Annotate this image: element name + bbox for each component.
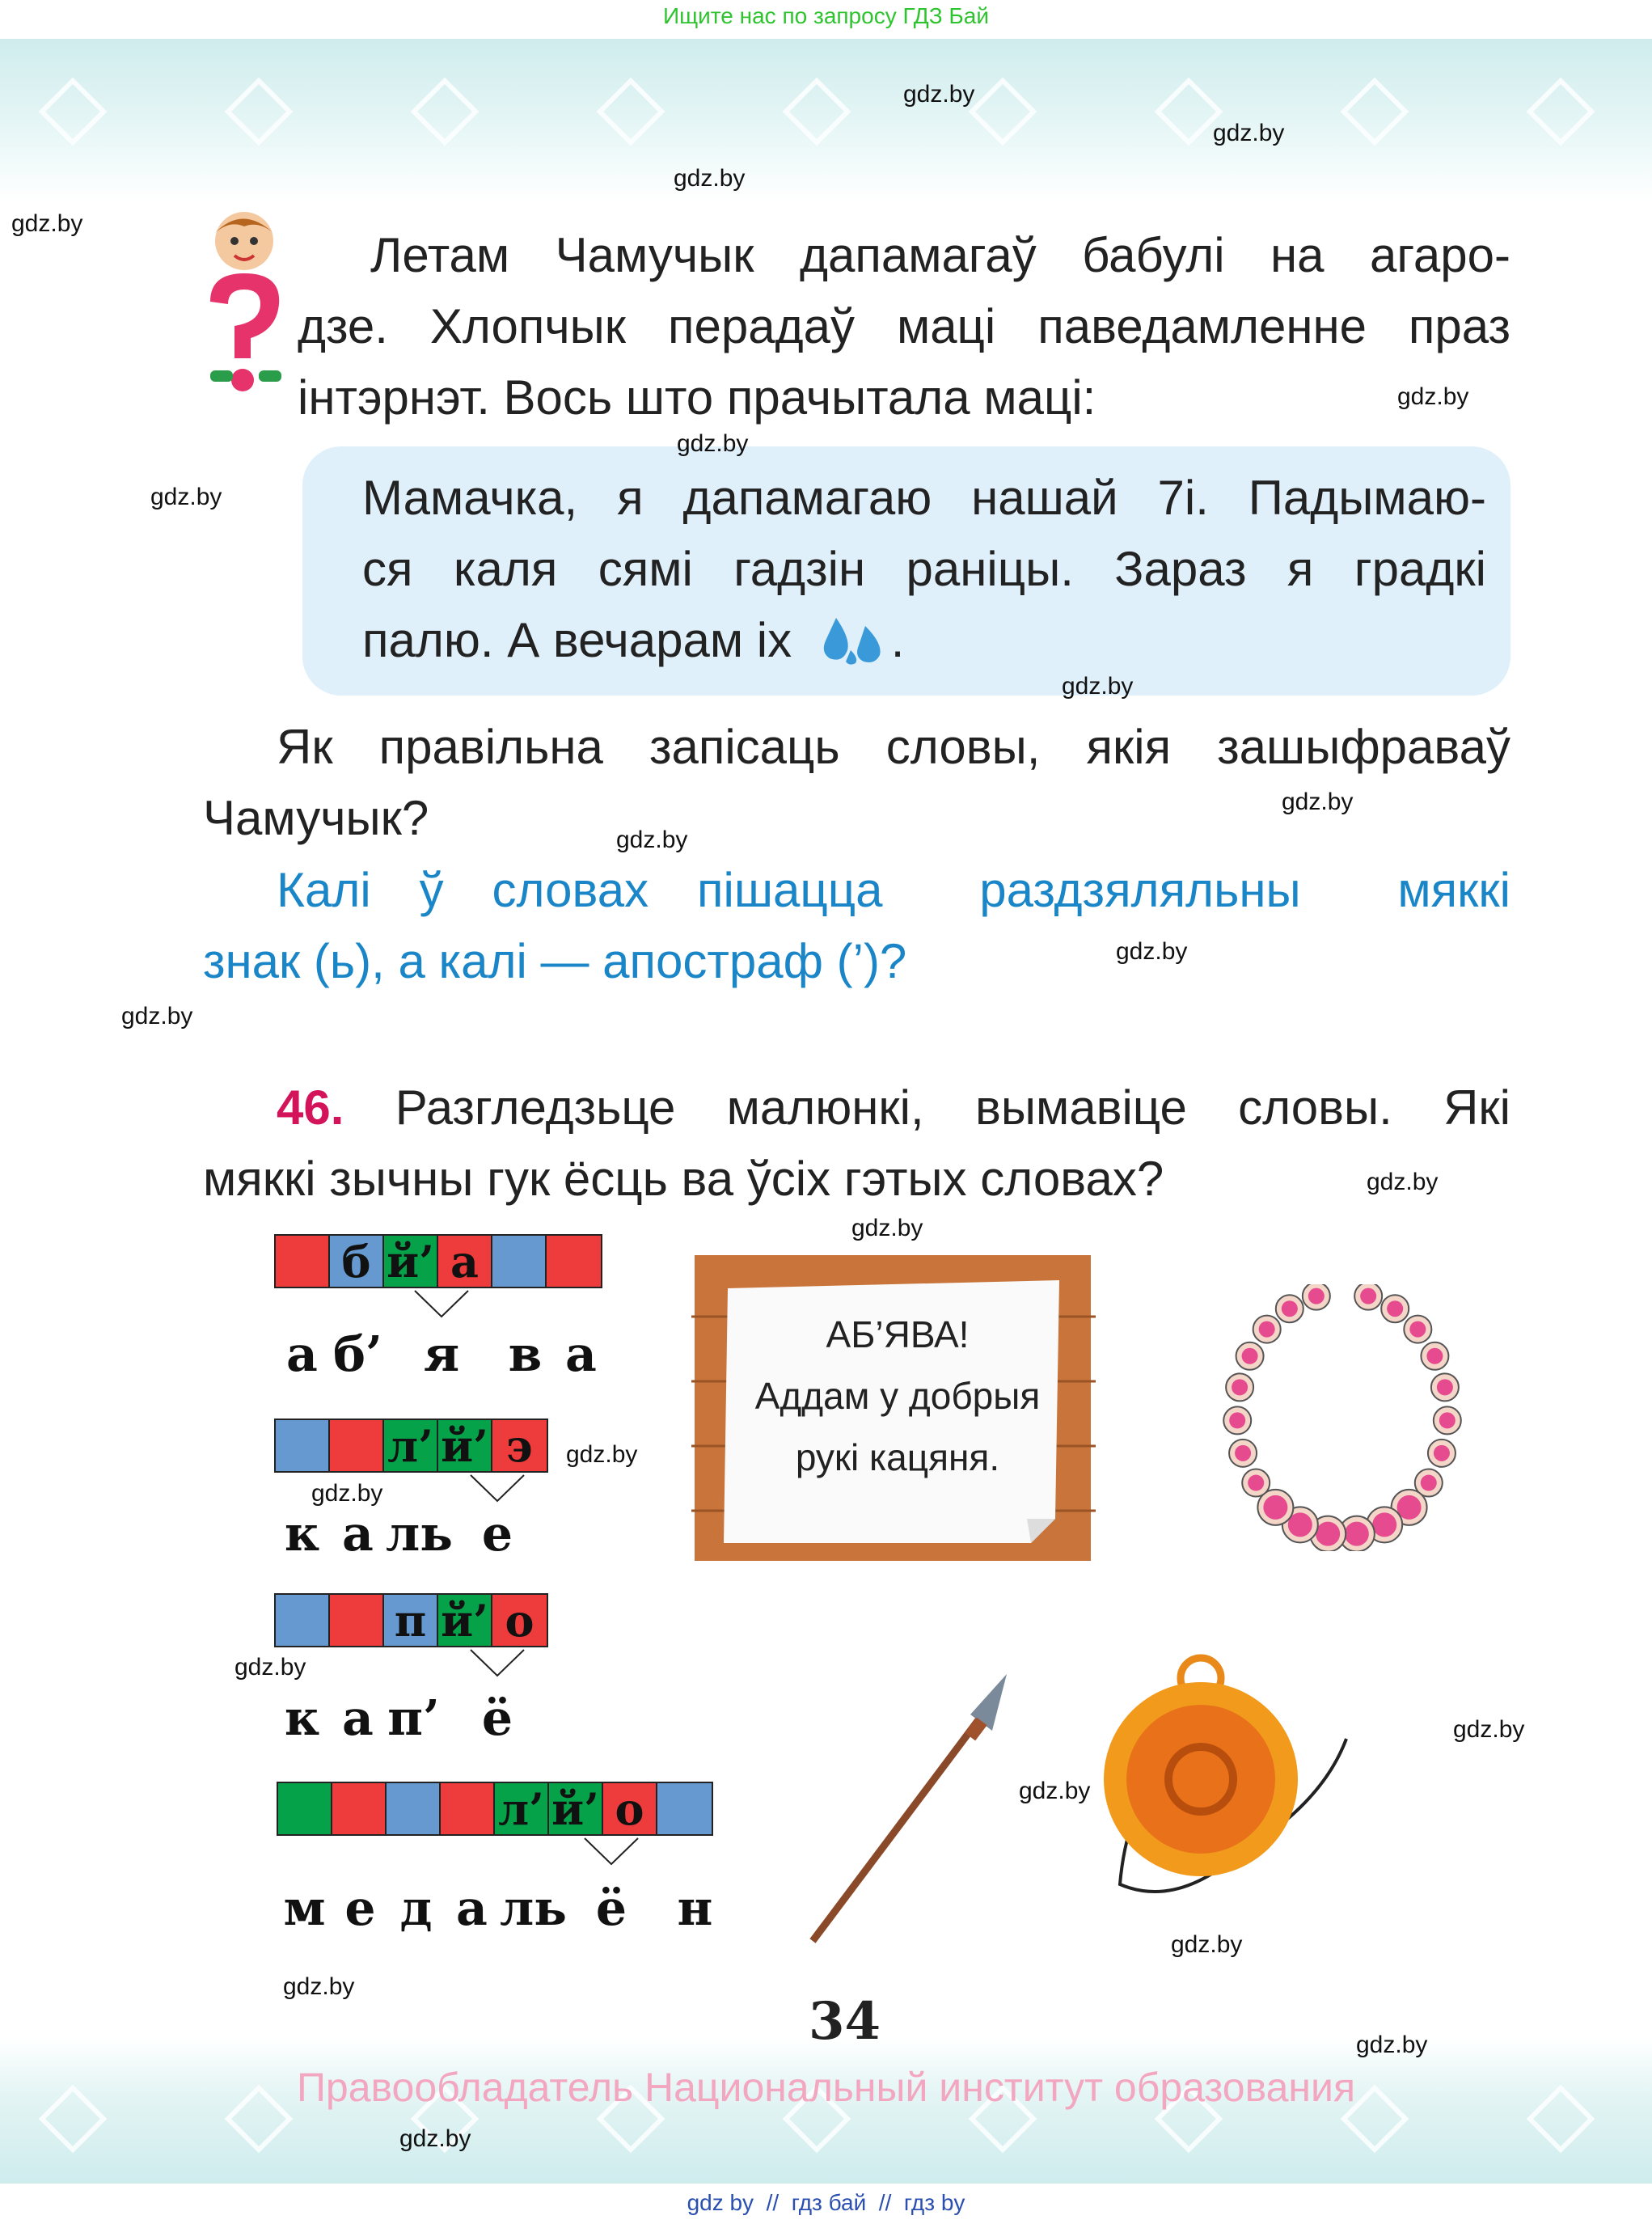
sound-scheme (274, 1234, 602, 1288)
watermark: gdz.by (1282, 789, 1354, 815)
message-line: ся каля сямі гадзін раніцы. Зараз я градкі (362, 542, 1486, 596)
intro-line: інтэрнэт. Вось што прачытала маці: (298, 370, 1096, 425)
sound-box: а (438, 1236, 492, 1287)
word-letter: ё (481, 1690, 513, 1747)
ornament-icon (39, 78, 108, 146)
intro-paragraph (298, 220, 1510, 433)
ornament-icon (969, 78, 1037, 146)
watermark: gdz.by (11, 210, 83, 237)
watermark: gdz.by (1367, 1169, 1439, 1195)
watermark: gdz.by (399, 2125, 471, 2152)
rights-holder: Правообладатель Национальный институт образования (296, 2065, 1356, 2110)
hint-line: Калі ў словах пішацца раздзяляльны мяккі (277, 863, 1510, 917)
sound-box (547, 1236, 601, 1287)
announcement-text (712, 1304, 1084, 1488)
sound-box: о (492, 1595, 547, 1646)
watermark: gdz.by (566, 1441, 638, 1468)
sound-box (276, 1236, 330, 1287)
ornament-icon (411, 78, 480, 146)
watermark: gdz.by (1062, 673, 1134, 700)
boy-question-mark-illustration (194, 209, 299, 399)
merge-mark (469, 1648, 526, 1677)
word-letter: е (344, 1880, 376, 1937)
watermark: gdz.by (1171, 1931, 1243, 1958)
sound-box (276, 1595, 330, 1646)
sound-box (492, 1236, 547, 1287)
merge-mark (583, 1837, 640, 1866)
sound-box: п (384, 1595, 438, 1646)
decoded-word (274, 1326, 609, 1383)
exercise-number: 46. (277, 1080, 344, 1135)
decoded-word (277, 1880, 723, 1937)
watermark: gdz.by (1453, 1716, 1525, 1743)
sound-scheme (274, 1593, 548, 1647)
page-number: 34 (809, 1991, 881, 2052)
sound-box: й’ (438, 1420, 492, 1471)
exercise-line: мяккі зычны гук ёсць ва ўсіх гэтых словах? (203, 1152, 1164, 1206)
watermark: gdz.by (1116, 938, 1188, 965)
water-drops-icon (818, 615, 891, 665)
spear-illustration (805, 1666, 1015, 1949)
hint (203, 855, 1510, 997)
sound-box: л’ (495, 1783, 549, 1834)
sound-box (278, 1783, 332, 1834)
sound-box: й’ (438, 1595, 492, 1646)
watermark: gdz.by (1019, 1778, 1091, 1804)
sign-line: Аддам у добрыя (754, 1375, 1041, 1417)
question (203, 712, 1510, 854)
sound-box: й’ (549, 1783, 603, 1834)
message-line: палю. А вечарам іх (362, 613, 792, 667)
ornament-icon (783, 78, 851, 146)
question-line: Чамучык? (203, 791, 429, 845)
ornament-icon (1527, 78, 1595, 146)
sound-box (657, 1783, 712, 1834)
ornament-icon (225, 78, 294, 146)
exercise-46 (203, 1072, 1510, 1215)
word-letter: е (481, 1506, 513, 1562)
word-letter: м (283, 1880, 326, 1937)
watermark: gdz.by (903, 81, 975, 108)
sound-box: й’ (384, 1236, 438, 1287)
word-letter: ль (500, 1880, 568, 1937)
word-letter: ё (595, 1880, 627, 1937)
watermark: gdz.by (616, 827, 688, 853)
search-hint-banner: Ищите нас по запросу ГДЗ Бай (662, 3, 990, 28)
sound-box: о (603, 1783, 657, 1834)
word-letter: а (565, 1326, 597, 1383)
watermark: gdz.by (1397, 383, 1469, 410)
word-letter: к (284, 1690, 320, 1747)
sound-box (330, 1595, 384, 1646)
word-letter: н (677, 1880, 713, 1937)
intro-line: Летам Чамучык дапамагаў бабулі на агаро- (370, 228, 1510, 282)
watermark: gdz.by (1356, 2032, 1428, 2058)
decoded-word (274, 1690, 553, 1747)
sound-box (332, 1783, 387, 1834)
question-line: Як правільна запісаць словы, якія зашыфраваў (277, 720, 1510, 774)
sound-box (276, 1420, 330, 1471)
word-letter: ль (386, 1506, 454, 1562)
merge-mark (413, 1289, 470, 1318)
word-letter: б’ (333, 1326, 382, 1383)
ornament-band-bottom (0, 2038, 1652, 2184)
watermark: gdz.by (150, 484, 222, 510)
sound-box (441, 1783, 495, 1834)
sign-line: АБ’ЯВА! (826, 1313, 970, 1355)
watermark: gdz.by (851, 1215, 923, 1241)
sign-line: рукі кацяня. (795, 1436, 1000, 1478)
necklace-illustration (1217, 1284, 1468, 1551)
word-letter: в (508, 1326, 543, 1383)
sound-box: б (330, 1236, 384, 1287)
word-letter: п’ (387, 1690, 440, 1747)
watermark: gdz.by (283, 1973, 355, 2000)
medallion-illustration (1080, 1642, 1371, 1917)
ornament-icon (1341, 78, 1409, 146)
decoded-word (274, 1506, 553, 1562)
message-end: . (890, 613, 905, 667)
word-letter: а (456, 1880, 488, 1937)
message-line: Мамачка, я дапамагаю нашай 7і. Падымаю- (362, 471, 1486, 525)
ornament-icon (597, 78, 665, 146)
merge-mark (469, 1474, 526, 1503)
hint-line: знак (ь), а калі — апостраф (’)? (203, 934, 907, 988)
watermark: gdz.by (121, 1003, 193, 1030)
exercise-line: Разгледзьце малюнкі, вымавіце словы. Які (395, 1080, 1511, 1135)
word-letter: д (399, 1880, 433, 1937)
word-letter: я (423, 1326, 460, 1383)
sound-scheme (277, 1782, 713, 1836)
watermark: gdz.by (677, 430, 749, 457)
watermark: gdz.by (311, 1480, 383, 1507)
sound-box: э (492, 1420, 547, 1471)
watermark: gdz.by (234, 1654, 306, 1681)
ornament-band-top (0, 39, 1652, 201)
sound-box (330, 1420, 384, 1471)
message-text (362, 463, 1486, 676)
sound-box: л’ (384, 1420, 438, 1471)
intro-line: дзе. Хлопчык перадаў маці паведамленне праз (298, 299, 1510, 353)
sound-scheme (274, 1419, 548, 1473)
word-letter: к (284, 1506, 320, 1562)
watermark: gdz.by (674, 165, 746, 192)
word-letter: а (342, 1506, 374, 1562)
watermark: gdz.by (1213, 120, 1285, 146)
word-letter: а (342, 1690, 374, 1747)
word-letter: а (286, 1326, 318, 1383)
sound-box (387, 1783, 441, 1834)
footer-links[interactable]: gdz by // гдз бай // гдз by (687, 2190, 965, 2215)
